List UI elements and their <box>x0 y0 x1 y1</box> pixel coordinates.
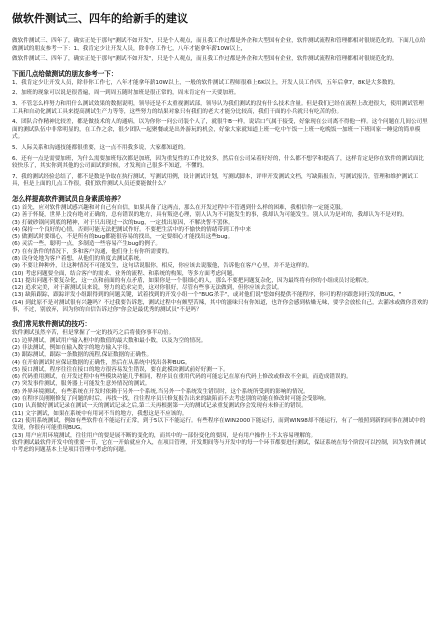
list-item: (5) 接口测试，程序往往在接口的地方很容易发生错误，要在此模块测试前好好测一下。 <box>12 366 229 373</box>
list-item: (10) 认真做好测试记录在测试一天的测试记录之后,第二天再根据第一天的测试记录重复测试你会发现有未修正的错误。 <box>12 403 307 410</box>
intro-point-6: 6、还有一点是需要加班，为什么需要加班每次都是加班，因为重复性的工作比较多，然后在公司呆着好好的，什么都不想学和提高了，这样肯定是你在软件的测试面比较快乐了，其实你到其他的公司面试的时候，才发现自己很多不知道，不懂的。 <box>12 155 424 170</box>
section-heading-quality: 怎么样提高软件测试员自身素质培养？ <box>12 194 125 203</box>
intro-point-7: 7、我的测试经验总结了，都不是数是争取在执行测试，写测试用例，设计测试计划，写测试脚本，评审开发测试文档，写缺陷报告，写测试报告，管理和维护测试工具，但是上面的几点工作很，我们软件测试人员还要能做什么？ <box>12 173 419 188</box>
list-item: (8) 设身处地为客户着想，从他们的角度去测试系统。 <box>12 255 145 262</box>
list-item: (1) 边界测试，测试用户输入框中的数值的最大数和最小数，以及为空的情况。 <box>12 337 207 344</box>
intro-point-5: 5、人际关系和沟通技能都很重要，这一点不用我多说，大家都知道的。 <box>12 144 189 151</box>
list-item: (9) 在程序员刚刚修复了问题的时后，再找一找，往往程序员只修复报告出来的缺陷而不去考虑别的功能在修改时可能会受影响。 <box>12 396 330 403</box>
list-item: (4) 在开始测试时应保证数据的正确性，然后在从系统中找出各种BUG。 <box>12 359 191 366</box>
list-item: (6) 灵活一些，聪明一点，多制造一些容易产生bug的例子。 <box>12 241 162 248</box>
list-item: (10) 考虑问题要全面，结合客户的需求、业务的流程、和系统的构架，等多方面考虑问题。 <box>12 270 238 277</box>
list-item: (3) 跟踪测试，跟踪一条数据的流程,保证数据的正确性。 <box>12 352 153 359</box>
list-item: (14) 到此原不是对测试很有兴趣吗？不过我要告诉您，测试过程中有颇型苦辣，其中的滋味只有你知道，也许你会感到枯燥无味，要学会放松自己，去灌冰或做你喜欢的事，不过，别放弃，因为你的自信告诉过你"你会是最优秀的测试员"不是吗？ <box>12 299 429 314</box>
list-item: (7) 在有条件的情况下，多和客户沟通，他们身上有你所需要的。 <box>12 248 173 255</box>
intro-paragraph-0: 做软件测试三、四年了，确实正处于那句"测试不如开发"，只是个人观点，而且我工作过都是外企和大型国有企业，软件测试流程和管理都相对很规范化的。下面几点给做测试的朋友参考一下：1、我肯定少让开发人员，除非你工作七，八年才能拿年薪10W以上， <box>12 38 426 52</box>
list-item: (13) 用户应用环境测试，往往用户的要是展不断的变化的，而其中的一部份变化的要因，是有用户操作上不太容易理解的。 <box>12 432 317 439</box>
list-item: (5) 做测试时要细心，不是所有的bug都能很容易的找出，一定要细心才能找出这些bug。 <box>12 234 234 241</box>
document-title: 做软件测试三、四年的给新手的建议 <box>12 12 188 25</box>
list-item: (3) 打破砂锅问到底的精神，对于只出现过一次的bug，一定找出原因，不解决誓不罢休。 <box>12 219 234 226</box>
list-item: (11) 文字测试，如果在系统中有用词不当的地方，我想这是不应该的。 <box>12 410 188 417</box>
list-item: 软件测试最软件开发中的重要一节，它在一开始就应介入，在项目管理，开发期间等与开发中的每一个环节都要进行测试，保证系统在每个阶段可以控制，因为软件测试中考虑的问题基本上是项目管理中考虑的问题。 <box>12 439 426 454</box>
intro-point-4: 4、团队合作精神比较差，都是做技术的人的通病，以为你你一问公司装个人了，就很牛B一样，说话口气属于接受，好象现在公司离不得他一样。这个问题在几间公司里面的测试队伍中非常明显的，在工作之余，很少团队一起聚餐或是出外游玩的机会，好象大家就知道上班一吃中午饭一上班一吃晚饭一加班一下班回家一睡觉的简单模式。 <box>12 119 428 141</box>
list-item: 软件测试虽然辛苦，但是掌握了一定的技巧之后将使你事半功倍。 <box>12 330 175 337</box>
intro-point-2: 2、加班的现象可以说是很普遍，周一到周五随时加班是很正常的，周末肯定有一天要加班。 <box>12 90 240 97</box>
tips-list <box>12 330 428 454</box>
section-heading-tips: 我们常见软件测试的技巧： <box>12 320 92 329</box>
list-item: (1) 首先，应对软件测试感兴趣和对自己有自信，如果具备了这两点，那么在开发过程中不管遇到什么样的困难，我相信你一定能克服。 <box>12 204 347 211</box>
list-item: (6) 代码重用测试，在开发过程中有些模块功能几乎相同，程序员在重用代码的可能忘记在原有代码上修改或修改不全面，而造成错误的。 <box>12 374 352 381</box>
list-item: (12) 使用系统测试，例如有些软件在不能运行正常，到于5以下不能运行。有些程序在WIN2000下能运行，而到WIN98却不能运行，有了一般照到新的同事在测试中的发现，你很有可能重现BUG。 <box>12 417 426 432</box>
intro-point-1: 1、我肯定少让开发人员，除非你工作七，八年才能拿年薪10W以上，一般的软件测试工程师很难上6K以上，开发人员工作四，五年后拿7，8K是大多数的。 <box>12 79 399 86</box>
intro-subheading: 下面几点给做测试的朋友参考一下： <box>12 69 118 78</box>
list-item: (8) 外界环境测试，有些系统在开发时依赖于另外一个系统,当另外一个系统发生错误时，这个系统所受到的影响的情况。 <box>12 388 309 395</box>
list-item: (4) 保持一个良好的心情，否则可能无法把测试作好。不要把生活中的不愉快的情绪带到工作中来 <box>12 226 252 233</box>
list-item: (13) 缺陷跟踪，跟踪评发小组跟得到的问题关键，试着找到的开发小组一个"BUG杀手"，或对他们说"您如何提供不能程序，你可的程序跟您同行发的BUG，" <box>12 292 402 299</box>
list-item: (2) 善于怀疑，世界上没有绝对正确的，总有错误的地方，具有叛逆心理，别人认为不可能发生的事，我却认为可能发生。别人认为是对的，我却认为不是对的。 <box>12 212 408 219</box>
quality-list <box>12 205 428 314</box>
intro-paragraph-1: 做软件测试三、四年了，确实正处于那句"测试不如开发"，只是个人观点，而且我工作过都是外企和大型国有企业，软件测试流程和管理都相对很规范化的。 <box>12 56 398 63</box>
intro-point-3: 3、不管怎么样努力和用什么测试效果的数据说明，领导还是不太重视测试部，领导认为我们测试的没有什么技术含量。但是我们已经在流程上改进很大，使用测试管理工具和自动化测试工具来提高测试生产力等等，这些努力的结果对象只有我们的老大才能分比较高，我们干面的小兵就只有吃苦的份。 <box>12 100 424 115</box>
list-item: (7) 突发事件测试，服务器上可能发生意外情况的测试。 <box>12 381 151 388</box>
intro-section <box>12 38 428 189</box>
list-item: (11) 提出问题不要复杂化，这一点和前面的有点矛盾，如果你是一个很细心的人，那么不要把问题复杂化，因为最终将有你的小组成员讨论解决。 <box>12 277 373 284</box>
list-item: (9) 不要让种种外，让这种情况不可能发生，这句话说服你，相反，你应该去说服他，告诉他在客户心里，并不是这样的。 <box>12 263 313 270</box>
list-item: (2) 非法测试，例如在输入数字的地方输入字母。 <box>12 344 134 351</box>
list-item: (12) 追求完美，对于新测试员来说，努力的追求完美，这对你很好，尽管有些事无法做到，但你应该去尝试。 <box>12 285 283 292</box>
